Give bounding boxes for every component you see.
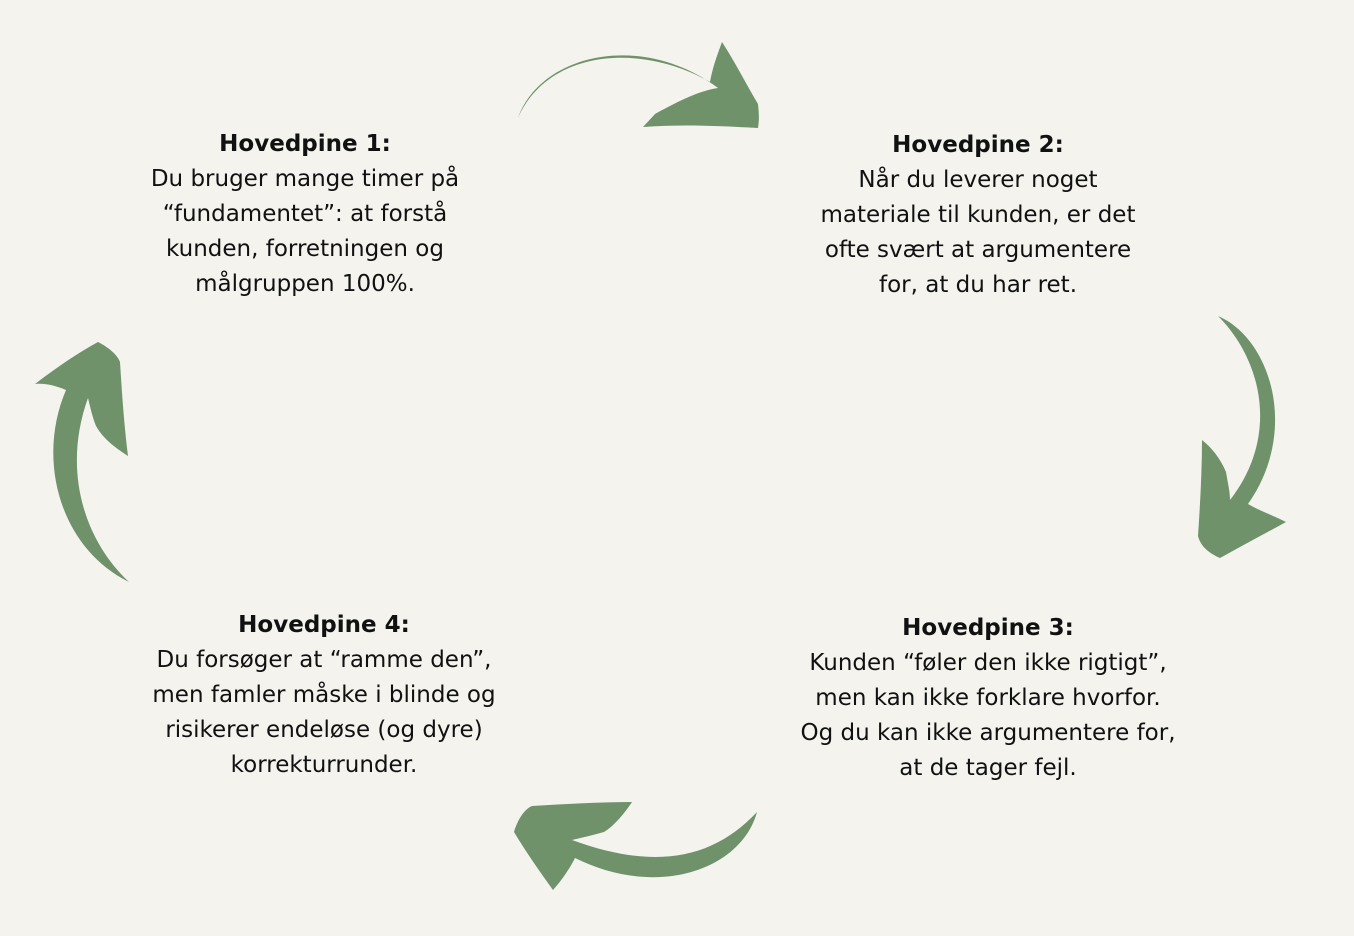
arrow-3-to-4 (514, 802, 757, 890)
node-hovedpine-3 (788, 611, 1188, 786)
node-text-line: materiale til kunden, er det (820, 202, 1136, 228)
node-title: Hovedpine 2: (892, 132, 1064, 158)
node-text-line: for, at du har ret. (878, 272, 1078, 298)
curved-arrow-icon (35, 342, 129, 582)
arrow-2-to-3 (1198, 316, 1286, 558)
node-text-line: Kunden “føler den ikke rigtigt”, (809, 650, 1167, 676)
node-hovedpine-4 (124, 608, 524, 783)
curved-arrow-icon (514, 802, 757, 890)
node-title: Hovedpine 4: (238, 612, 410, 638)
node-text-line: kunden, forretningen og (166, 236, 444, 262)
node-text-line: Du bruger mange timer på (150, 166, 460, 192)
node-text-line: korrekturrunder. (230, 752, 418, 778)
node-text-line: ofte svært at argumentere (824, 237, 1132, 263)
node-text-line: Når du leverer noget (858, 167, 1098, 193)
node-text-line: risikerer endeløse (og dyre) (165, 717, 483, 743)
node-text-line: Du forsøger at “ramme den”, (156, 647, 492, 673)
node-text-line: men kan ikke forklare hvorfor. (815, 685, 1161, 711)
node-hovedpine-1 (105, 127, 505, 302)
node-text-line: at de tager fejl. (899, 755, 1077, 781)
node-text-line: “fundamentet”: at forstå (162, 201, 448, 227)
arrow-4-to-1 (35, 342, 129, 582)
node-title: Hovedpine 3: (902, 615, 1074, 641)
node-text-line: målgruppen 100%. (195, 271, 415, 297)
node-text-line: Og du kan ikke argumentere for, (800, 720, 1176, 746)
node-text-line: men famler måske i blinde og (152, 682, 496, 708)
node-title: Hovedpine 1: (219, 131, 391, 157)
node-hovedpine-2 (778, 128, 1178, 303)
curved-arrow-icon (1198, 316, 1286, 558)
arrow-1-to-2 (518, 42, 759, 128)
curved-arrow-icon (518, 42, 759, 128)
